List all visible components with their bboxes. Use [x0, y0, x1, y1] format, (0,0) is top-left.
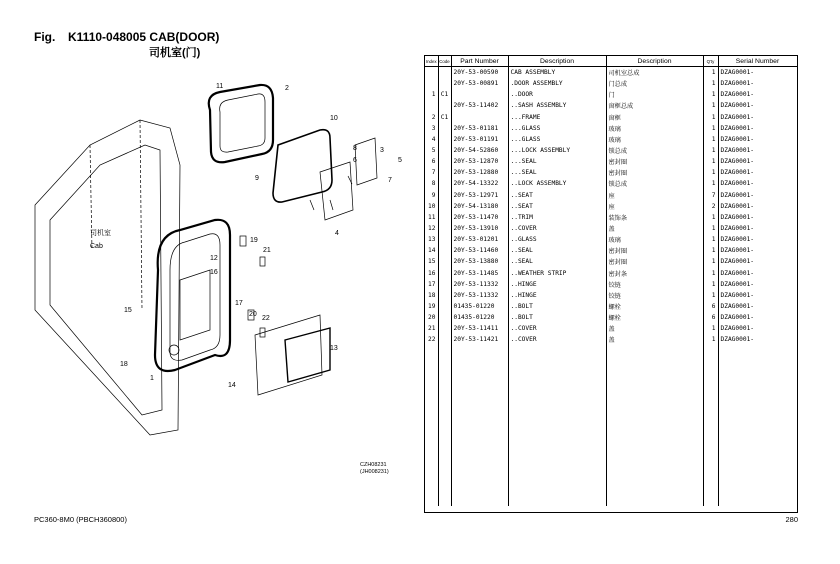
cell-serial: DZAG0001- — [718, 201, 797, 212]
cab-label-cn: 司机室 — [90, 230, 111, 237]
cell-description-en: ..COVER — [508, 334, 606, 345]
cell-index: 12 — [428, 225, 436, 233]
door-inner — [170, 234, 220, 361]
cell-part-number: 20Y-53-12971 — [451, 190, 508, 201]
table-row — [425, 123, 797, 134]
fig-code-title: K1110-048005 CAB(DOOR) — [68, 30, 220, 44]
table-row — [425, 201, 797, 212]
cell-index: 13 — [428, 236, 436, 244]
callout-10: 10 — [330, 115, 338, 122]
cell-code — [438, 256, 451, 267]
cell-qty: 1 — [703, 223, 718, 234]
cell-code: C1 — [438, 112, 451, 123]
cell-index — [425, 67, 438, 79]
cell-description-en: ..SEAL — [508, 245, 606, 256]
cell-description-en: ...SEAL — [508, 167, 606, 178]
table-row — [425, 223, 797, 234]
cell-part-number: 20Y-53-11402 — [451, 100, 508, 111]
cell-qty: 1 — [703, 245, 718, 256]
cell-index: 7 — [431, 169, 436, 177]
table-row — [425, 279, 797, 290]
col-index: Index — [425, 56, 438, 67]
cell-description-cn: 盖 — [606, 334, 703, 345]
table-row — [425, 134, 797, 145]
cell-description-cn: 螺栓 — [606, 301, 703, 312]
table-row — [425, 178, 797, 189]
cell-description-cn: 盖 — [606, 323, 703, 334]
cell-part-number: 01435-01220 — [451, 301, 508, 312]
sash-frame-inner — [220, 94, 265, 152]
callout-22: 22 — [262, 315, 270, 322]
cell-part-number: 20Y-53-01181 — [451, 123, 508, 134]
cell-description-en: ..WEATHER STRIP — [508, 268, 606, 279]
col-description-cn: Description — [606, 56, 703, 67]
col-part-number: Part Number — [451, 56, 508, 67]
cell-code — [438, 167, 451, 178]
cell-description-en: ..GLASS — [508, 234, 606, 245]
table-row — [425, 190, 797, 201]
cell-serial: DZAG0001- — [718, 245, 797, 256]
callout-14: 14 — [228, 382, 236, 389]
cell-serial: DZAG0001- — [718, 112, 797, 123]
cell-code — [438, 268, 451, 279]
cell-qty: 1 — [703, 112, 718, 123]
cell-description-en: ...SEAL — [508, 156, 606, 167]
table-row — [425, 67, 797, 79]
cell-description-cn: 装饰条 — [606, 212, 703, 223]
cell-description-en: ..SEAT — [508, 190, 606, 201]
cell-part-number — [451, 112, 508, 123]
filler-cell — [718, 346, 797, 506]
cell-description-cn: 密封圈 — [606, 245, 703, 256]
cell-part-number: 20Y-53-12880 — [451, 167, 508, 178]
fig-title-cn: 司机室(门) — [149, 47, 201, 59]
fig-label: Fig. — [34, 30, 56, 44]
cell-serial: DZAG0001- — [718, 78, 797, 89]
cell-description-cn: 密封圈 — [606, 156, 703, 167]
door-lock — [169, 345, 179, 355]
cell-code — [438, 134, 451, 145]
cell-description-en: ..DOOR — [508, 89, 606, 100]
cell-index: 4 — [431, 135, 436, 143]
table-row — [425, 301, 797, 312]
callout-15: 15 — [124, 307, 132, 314]
table-filler-row — [425, 346, 797, 506]
cell-description-cn: 窗框总成 — [606, 100, 703, 111]
cell-description-cn: 玻璃 — [606, 134, 703, 145]
cell-part-number: 20Y-53-11421 — [451, 334, 508, 345]
cell-part-number: 20Y-53-00891 — [451, 78, 508, 89]
cell-qty: 1 — [703, 279, 718, 290]
table-row — [425, 145, 797, 156]
cell-serial: DZAG0001- — [718, 145, 797, 156]
table-row — [425, 89, 797, 100]
cell-part-number: 20Y-54-52860 — [451, 145, 508, 156]
cell-description-en: ...FRAME — [508, 112, 606, 123]
cell-code: C1 — [438, 89, 451, 100]
cell-description-en: CAB ASSEMBLY — [508, 67, 606, 79]
cell-index: 2 — [431, 113, 436, 121]
callout-8: 8 — [353, 145, 357, 152]
table-header-row — [425, 56, 797, 67]
cell-serial: DZAG0001- — [718, 212, 797, 223]
cell-description-cn: 螺栓 — [606, 312, 703, 323]
cell-qty: 1 — [703, 234, 718, 245]
cell-description-cn: 铰链 — [606, 279, 703, 290]
cell-index: 15 — [428, 258, 436, 266]
door-seal — [155, 220, 230, 371]
cell-serial: DZAG0001- — [718, 301, 797, 312]
cell-description-cn: 盖 — [606, 223, 703, 234]
table-row — [425, 323, 797, 334]
cell-qty: 1 — [703, 134, 718, 145]
cover-21 — [260, 257, 265, 266]
door-panel — [180, 270, 210, 340]
cell-qty: 1 — [703, 100, 718, 111]
cell-description-en: ..SEAT — [508, 201, 606, 212]
cell-qty: 1 — [703, 256, 718, 267]
callout-1: 1 — [150, 375, 154, 382]
table-row — [425, 78, 797, 89]
cell-code — [438, 323, 451, 334]
cell-qty: 6 — [703, 301, 718, 312]
col-qty: Q'ty — [703, 56, 718, 67]
col-serial-number: Serial Number — [718, 56, 797, 67]
page-number: 280 — [785, 515, 798, 524]
table-row — [425, 256, 797, 267]
cell-description-cn: 玻璃 — [606, 234, 703, 245]
cell-qty: 2 — [703, 201, 718, 212]
cell-description-en: ..BOLT — [508, 312, 606, 323]
cell-index: 8 — [431, 180, 436, 188]
cell-index: 1 — [431, 91, 436, 99]
cell-description-en: ...GLASS — [508, 134, 606, 145]
table-row — [425, 156, 797, 167]
cell-description-en: ..HINGE — [508, 279, 606, 290]
cell-description-cn: 座 — [606, 201, 703, 212]
drawing-code-2: (JH008231) — [360, 469, 389, 475]
cell-code — [438, 123, 451, 134]
cell-code — [438, 178, 451, 189]
filler-cell — [606, 346, 703, 506]
filler-cell — [425, 346, 438, 506]
cell-serial: DZAG0001- — [718, 334, 797, 345]
callout-20: 20 — [249, 311, 257, 318]
filler-cell — [703, 346, 718, 506]
callout-16: 16 — [210, 269, 218, 276]
cell-code — [438, 301, 451, 312]
cell-description-cn: 锁总成 — [606, 145, 703, 156]
cab-label-en: Cab — [90, 243, 103, 250]
cell-serial: DZAG0001- — [718, 67, 797, 79]
table-row — [425, 167, 797, 178]
cell-code — [438, 78, 451, 89]
cell-code — [438, 234, 451, 245]
table-row — [425, 290, 797, 301]
cell-index: 21 — [428, 325, 436, 333]
cell-description-en: ..SASH ASSEMBLY — [508, 100, 606, 111]
cell-description-en: ..BOLT — [508, 301, 606, 312]
cell-index: 10 — [428, 202, 436, 210]
callout-17: 17 — [235, 300, 243, 307]
filler-cell — [508, 346, 606, 506]
cell-description-cn: 锁总成 — [606, 178, 703, 189]
callout-12: 12 — [210, 255, 218, 262]
cell-part-number: 20Y-53-11332 — [451, 279, 508, 290]
cab-hidden-line — [90, 120, 142, 310]
table-row — [425, 234, 797, 245]
cell-qty: 1 — [703, 78, 718, 89]
cab-frame-inner — [50, 145, 162, 415]
cell-serial: DZAG0001- — [718, 190, 797, 201]
cell-index: 16 — [428, 269, 436, 277]
cell-code — [438, 201, 451, 212]
cell-description-cn: 玻璃 — [606, 123, 703, 134]
cell-qty: 1 — [703, 167, 718, 178]
cell-index: 20 — [428, 314, 436, 322]
cell-index — [425, 78, 438, 89]
cell-serial: DZAG0001- — [718, 100, 797, 111]
cell-serial: DZAG0001- — [718, 256, 797, 267]
filler-cell — [451, 346, 508, 506]
cell-description-en: ..COVER — [508, 223, 606, 234]
cell-serial: DZAG0001- — [718, 134, 797, 145]
cell-part-number: 20Y-53-13910 — [451, 223, 508, 234]
cell-index: 14 — [428, 247, 436, 255]
glass-6 — [355, 138, 377, 185]
callout-7: 7 — [388, 177, 392, 184]
cell-serial: DZAG0001- — [718, 178, 797, 189]
cell-description-en: ...GLASS — [508, 123, 606, 134]
cell-description-en: ..COVER — [508, 323, 606, 334]
cell-serial: DZAG0001- — [718, 89, 797, 100]
cell-qty: 1 — [703, 268, 718, 279]
callout-13: 13 — [330, 345, 338, 352]
cell-index: 22 — [428, 336, 436, 344]
cell-part-number: 20Y-53-11460 — [451, 245, 508, 256]
exploded-parts-diagram — [30, 70, 410, 490]
table-row — [425, 112, 797, 123]
cell-serial: DZAG0001- — [718, 123, 797, 134]
cell-part-number: 20Y-53-12870 — [451, 156, 508, 167]
hinge-17 — [240, 236, 246, 246]
cell-code — [438, 212, 451, 223]
cell-serial: DZAG0001- — [718, 312, 797, 323]
table-row — [425, 212, 797, 223]
cell-serial: DZAG0001- — [718, 156, 797, 167]
callout-6: 6 — [353, 157, 357, 164]
cell-description-en: .DOOR ASSEMBLY — [508, 78, 606, 89]
filler-cell — [438, 346, 451, 506]
cell-code — [438, 67, 451, 79]
cell-part-number: 20Y-54-13322 — [451, 178, 508, 189]
cell-description-cn: 门总成 — [606, 78, 703, 89]
table-row — [425, 100, 797, 111]
cell-qty: 1 — [703, 67, 718, 79]
cell-part-number: 20Y-53-11411 — [451, 323, 508, 334]
glass-14 — [255, 315, 322, 395]
cell-code — [438, 290, 451, 301]
cell-code — [438, 245, 451, 256]
callout-3: 3 — [380, 147, 384, 154]
callout-9: 9 — [255, 175, 259, 182]
cell-index — [425, 100, 438, 111]
glass-13 — [285, 328, 330, 382]
cell-code — [438, 156, 451, 167]
table-row — [425, 245, 797, 256]
cell-index: 9 — [431, 191, 436, 199]
cell-code — [438, 279, 451, 290]
col-description-en: Description — [508, 56, 606, 67]
cell-description-en: ..SEAL — [508, 256, 606, 267]
cell-code — [438, 312, 451, 323]
cell-description-cn: 密封条 — [606, 268, 703, 279]
cell-description-cn: 门 — [606, 89, 703, 100]
cell-part-number: 20Y-53-11332 — [451, 290, 508, 301]
cell-index: 6 — [431, 158, 436, 166]
cell-code — [438, 190, 451, 201]
cell-part-number: 20Y-54-13180 — [451, 201, 508, 212]
callout-5: 5 — [398, 157, 402, 164]
cell-description-cn: 密封圈 — [606, 256, 703, 267]
table-row — [425, 268, 797, 279]
cell-index: 17 — [428, 280, 436, 288]
cell-qty: 1 — [703, 156, 718, 167]
callout-19: 19 — [250, 237, 258, 244]
cell-part-number: 20Y-53-11470 — [451, 212, 508, 223]
cell-qty: 7 — [703, 190, 718, 201]
col-code: Code — [438, 56, 451, 67]
cell-serial: DZAG0001- — [718, 234, 797, 245]
cell-description-en: ..LOCK ASSEMBLY — [508, 178, 606, 189]
cell-qty: 6 — [703, 312, 718, 323]
cell-part-number: 20Y-53-00590 — [451, 67, 508, 79]
cell-index: 3 — [431, 124, 436, 132]
cell-serial: DZAG0001- — [718, 290, 797, 301]
cell-description-cn: 窗框 — [606, 112, 703, 123]
cell-index: 18 — [428, 291, 436, 299]
callout-2: 2 — [285, 85, 289, 92]
sash-frame — [209, 85, 273, 162]
drawing-code-1: CZH08231 — [360, 462, 387, 468]
cell-serial: DZAG0001- — [718, 323, 797, 334]
cell-description-cn: 密封圈 — [606, 167, 703, 178]
parts-list-table — [424, 55, 798, 513]
cell-index: 19 — [428, 303, 436, 311]
cell-qty: 1 — [703, 212, 718, 223]
cell-qty: 1 — [703, 123, 718, 134]
callout-18: 18 — [120, 361, 128, 368]
table-row — [425, 312, 797, 323]
drawing-code — [360, 462, 389, 476]
cell-index: 11 — [428, 213, 436, 221]
cell-serial: DZAG0001- — [718, 167, 797, 178]
callout-4: 4 — [335, 230, 339, 237]
cell-part-number: 01435-01220 — [451, 312, 508, 323]
cell-part-number: 20Y-53-13880 — [451, 256, 508, 267]
table-row — [425, 334, 797, 345]
glass-3 — [273, 130, 332, 202]
cell-part-number — [451, 89, 508, 100]
cell-qty: 1 — [703, 334, 718, 345]
cell-qty: 1 — [703, 290, 718, 301]
cell-description-cn: 司机室总成 — [606, 67, 703, 79]
cell-qty: 1 — [703, 89, 718, 100]
callout-11: 11 — [216, 83, 224, 90]
cell-code — [438, 223, 451, 234]
cell-serial: DZAG0001- — [718, 268, 797, 279]
cell-description-cn: 铰链 — [606, 290, 703, 301]
cell-description-en: ...LOCK ASSEMBLY — [508, 145, 606, 156]
cell-description-en: ..TRIM — [508, 212, 606, 223]
cell-qty: 1 — [703, 178, 718, 189]
callout-21: 21 — [263, 247, 271, 254]
cell-qty: 1 — [703, 145, 718, 156]
cell-serial: DZAG0001- — [718, 223, 797, 234]
footer-model: PC360-8M0 (PBCH360800) — [34, 515, 127, 524]
cell-qty: 1 — [703, 323, 718, 334]
cell-part-number: 20Y-53-01191 — [451, 134, 508, 145]
cell-description-en: ..HINGE — [508, 290, 606, 301]
cell-index: 5 — [431, 147, 436, 155]
cell-serial: DZAG0001- — [718, 279, 797, 290]
cell-code — [438, 145, 451, 156]
cell-description-cn: 座 — [606, 190, 703, 201]
cell-part-number: 20Y-53-01201 — [451, 234, 508, 245]
cell-code — [438, 334, 451, 345]
cell-code — [438, 100, 451, 111]
cell-part-number: 20Y-53-11485 — [451, 268, 508, 279]
